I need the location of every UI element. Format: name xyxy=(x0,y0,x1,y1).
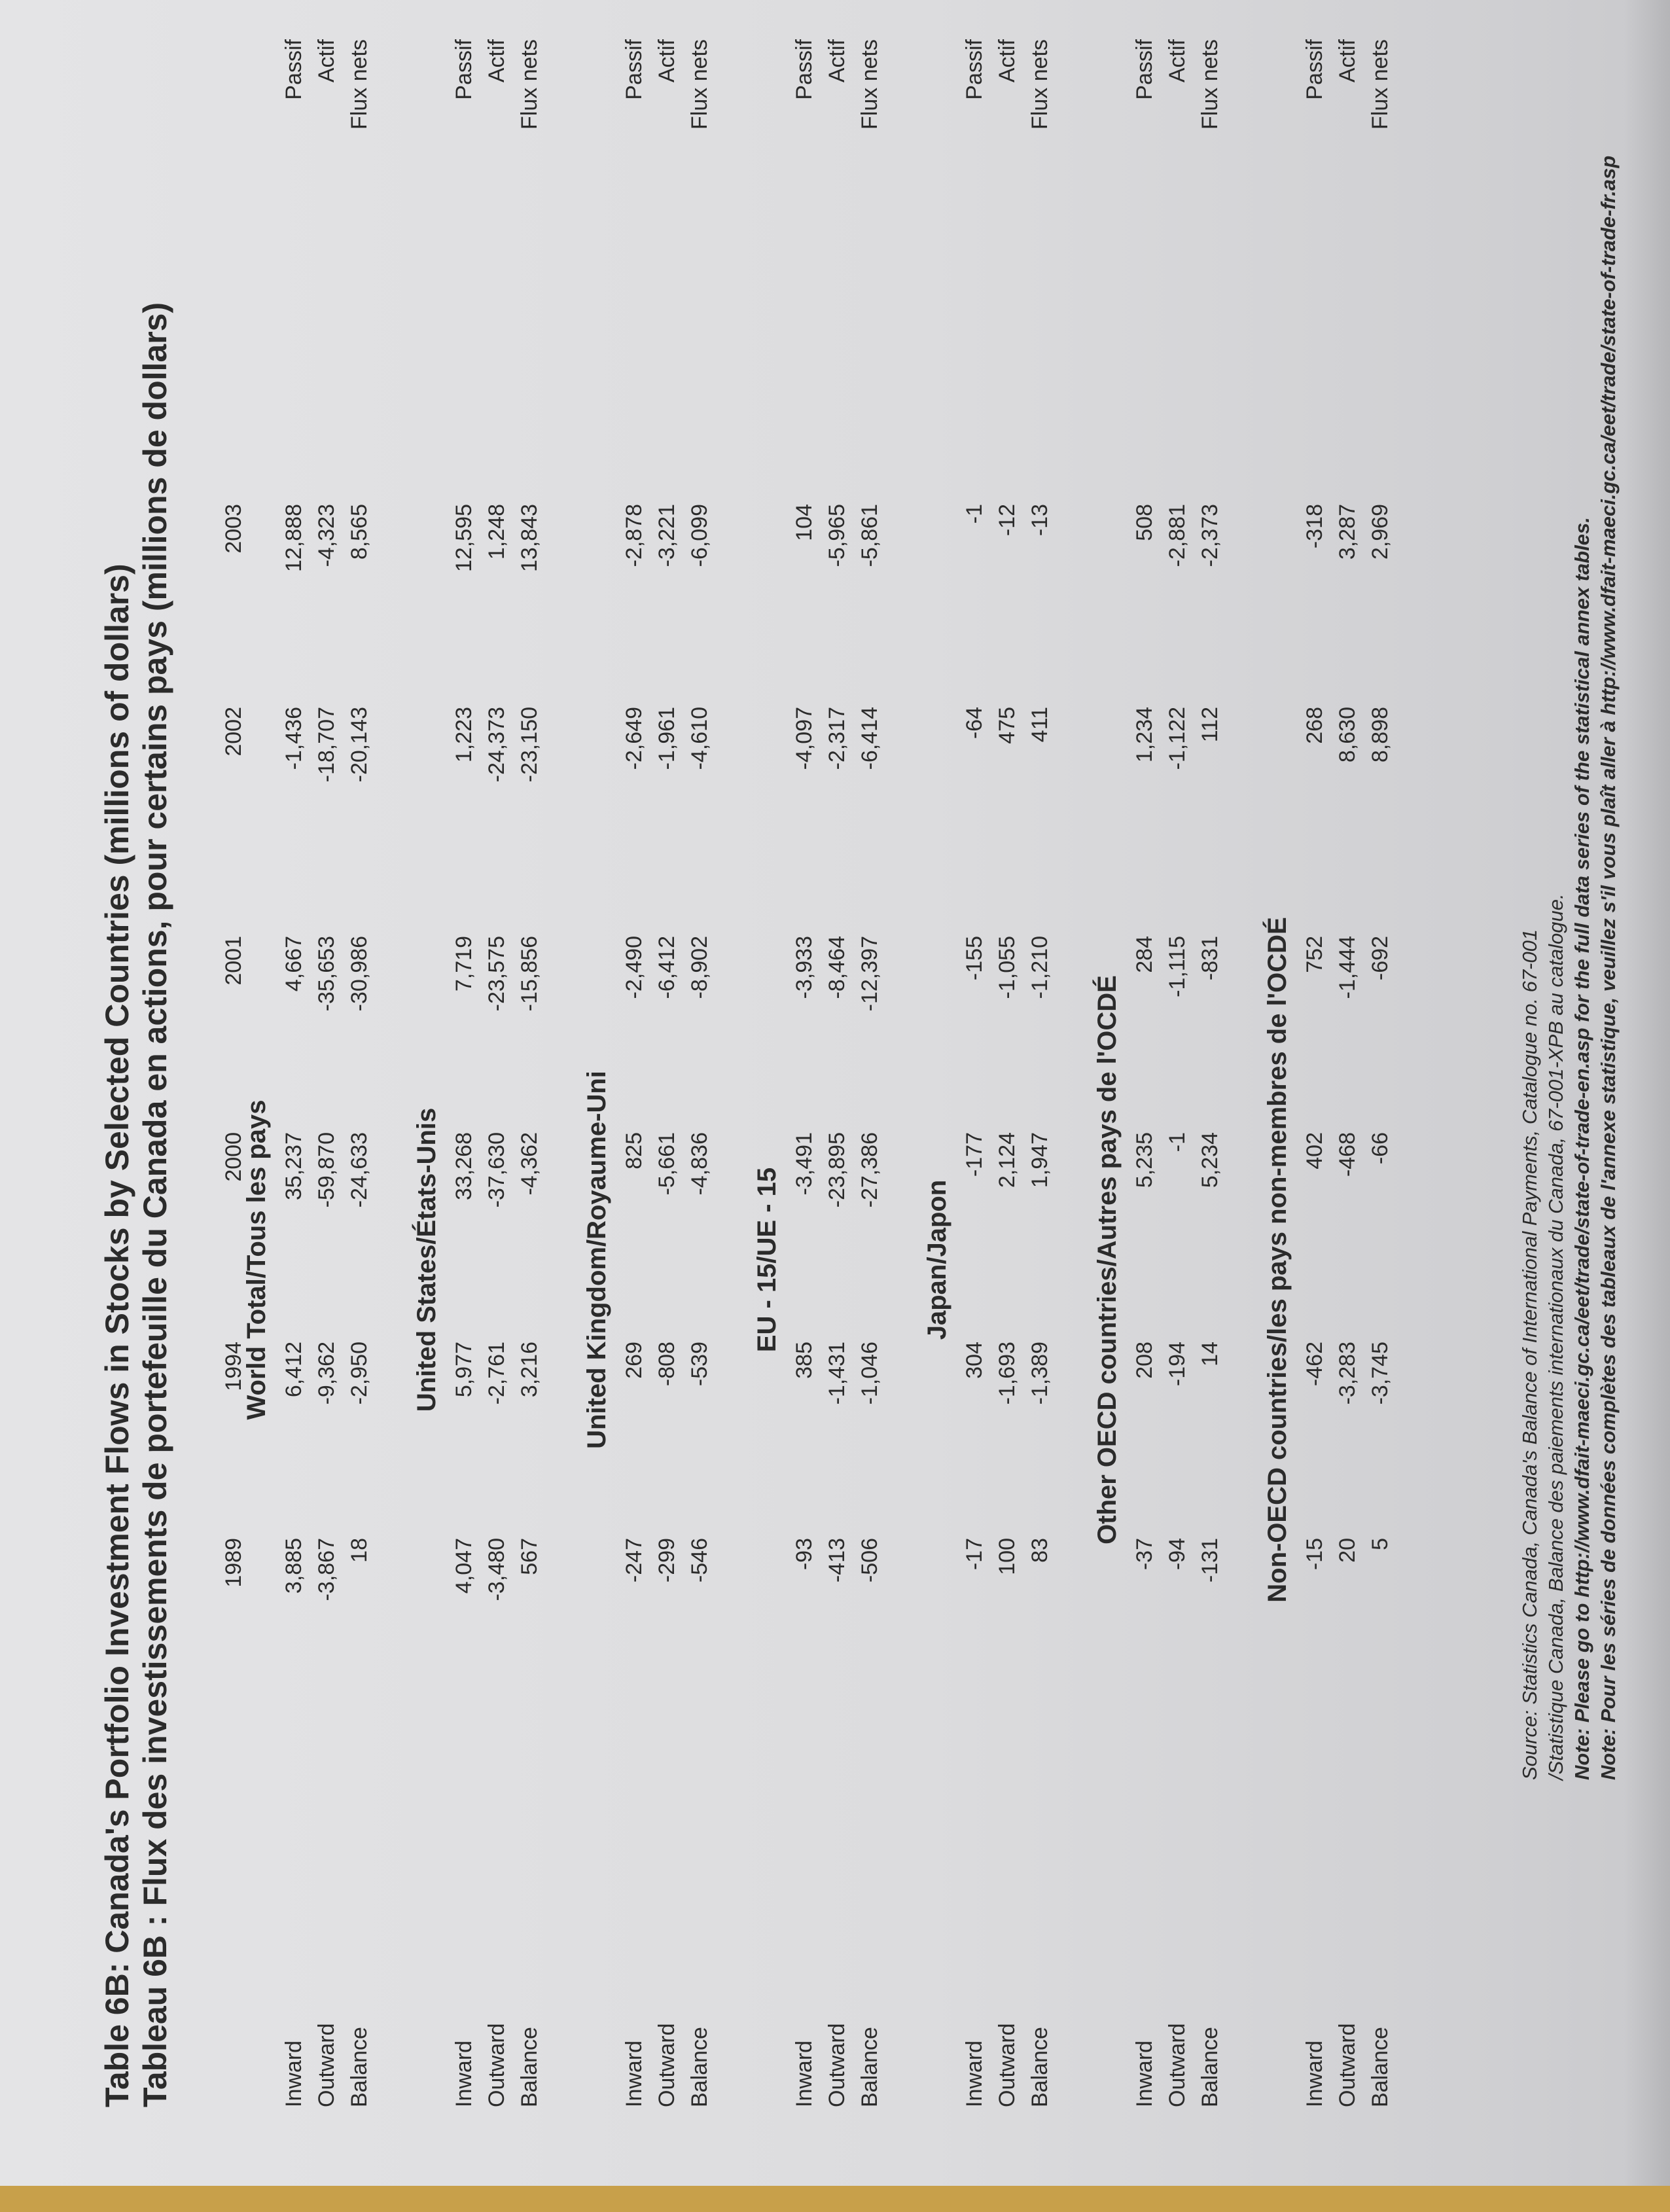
row-label: Balance xyxy=(517,2027,542,2107)
table-cell: 8,630 xyxy=(1335,707,1360,763)
year-header: 1989 xyxy=(221,1538,246,1588)
table-cell: 508 xyxy=(1132,504,1157,541)
row-label: Outward xyxy=(825,2023,849,2107)
row-label-french: Passif xyxy=(1132,39,1157,100)
table-cell: 3,885 xyxy=(281,1538,306,1594)
table-cell: -1 xyxy=(962,504,987,524)
table-cell: 304 xyxy=(962,1342,987,1379)
table-cell: -4,097 xyxy=(792,707,817,770)
table-cell: -35,653 xyxy=(314,936,339,1012)
row-label: Outward xyxy=(314,2023,339,2107)
table-cell: -3,745 xyxy=(1368,1342,1393,1405)
table-cell: 5,235 xyxy=(1132,1132,1157,1188)
table-cell: -462 xyxy=(1302,1342,1327,1387)
table-cell: -692 xyxy=(1368,936,1393,981)
table-cell: -1,210 xyxy=(1027,936,1052,999)
table-cell: -3,480 xyxy=(484,1538,509,1601)
row-label: Balance xyxy=(1368,2027,1393,2107)
table-cell: -2,649 xyxy=(622,707,647,770)
table-cell: -94 xyxy=(1165,1538,1190,1571)
row-label-french: Flux nets xyxy=(1368,39,1393,130)
table-cell: -131 xyxy=(1198,1538,1222,1583)
year-header: 2000 xyxy=(221,1132,246,1182)
table-cell: -23,895 xyxy=(825,1132,849,1208)
table-cell: 385 xyxy=(792,1342,817,1379)
table-cell: -1,055 xyxy=(995,936,1020,999)
section-title: United Kingdom/Royaume-Uni xyxy=(582,1071,611,1449)
table-cell: -1,389 xyxy=(1027,1342,1052,1405)
table-cell: 269 xyxy=(622,1342,647,1379)
table-cell: -5,965 xyxy=(825,504,849,567)
row-label: Outward xyxy=(484,2023,509,2107)
table-cell: -17 xyxy=(962,1538,987,1571)
table-cell: -6,099 xyxy=(687,504,712,567)
table-cell: 1,223 xyxy=(452,707,476,763)
table-cell: -4,836 xyxy=(687,1132,712,1196)
year-header: 2001 xyxy=(221,936,246,986)
row-label-french: Flux nets xyxy=(347,39,372,130)
table-cell: 35,237 xyxy=(281,1132,306,1200)
table-cell: -23,575 xyxy=(484,936,509,1012)
table-cell: -8,464 xyxy=(825,936,849,999)
row-label-french: Flux nets xyxy=(517,39,542,130)
table-cell: 475 xyxy=(995,707,1020,744)
table-cell: 83 xyxy=(1027,1538,1052,1563)
table-cell: -4,362 xyxy=(517,1132,542,1196)
table-cell: -1,436 xyxy=(281,707,306,770)
row-label-french: Flux nets xyxy=(1027,39,1052,130)
table-cell: 4,667 xyxy=(281,936,306,992)
row-label-french: Actif xyxy=(654,39,679,83)
table-cell: -3,933 xyxy=(792,936,817,999)
row-label-french: Actif xyxy=(825,39,849,83)
table-cell: 4,047 xyxy=(452,1538,476,1594)
table-cell: 3,216 xyxy=(517,1342,542,1398)
row-label-french: Actif xyxy=(1335,39,1360,83)
table-cell: -4,323 xyxy=(314,504,339,567)
table-cell: 14 xyxy=(1198,1342,1222,1366)
table-cell: 8,898 xyxy=(1368,707,1393,763)
row-label-french: Passif xyxy=(281,39,306,100)
table-cell: -9,362 xyxy=(314,1342,339,1405)
table-cell: -194 xyxy=(1165,1342,1190,1387)
table-cell: 7,719 xyxy=(452,936,476,992)
row-label: Outward xyxy=(654,2023,679,2107)
row-label: Balance xyxy=(857,2027,882,2107)
table-cell: -2,878 xyxy=(622,504,647,567)
table-cell: 208 xyxy=(1132,1342,1157,1379)
table-cell: 1,248 xyxy=(484,504,509,560)
table-cell: -24,373 xyxy=(484,707,509,783)
row-label: Inward xyxy=(1132,2040,1157,2107)
table-cell: -30,986 xyxy=(347,936,372,1012)
row-label-french: Actif xyxy=(1165,39,1190,83)
table-cell: -1,693 xyxy=(995,1342,1020,1405)
table-cell: -1,122 xyxy=(1165,707,1190,770)
table-cell: 5 xyxy=(1368,1538,1393,1550)
table-cell: 1,234 xyxy=(1132,707,1157,763)
table-cell: 411 xyxy=(1027,707,1052,743)
table-cell: 6,412 xyxy=(281,1342,306,1398)
table-cell: -2,373 xyxy=(1198,504,1222,567)
table-cell: -4,610 xyxy=(687,707,712,770)
table-title-english: Table 6B: Canada's Portfolio Investment Flows in Stocks by Selected Countries (millions of dollars) xyxy=(99,563,135,2107)
table-cell: 1,947 xyxy=(1027,1132,1052,1188)
table-cell: -37,630 xyxy=(484,1132,509,1208)
row-label-french: Passif xyxy=(962,39,987,100)
table-cell: -3,491 xyxy=(792,1132,817,1196)
table-cell: 752 xyxy=(1302,936,1327,973)
year-header: 1994 xyxy=(221,1342,246,1391)
table-cell: -5,661 xyxy=(654,1132,679,1196)
table-cell: -1 xyxy=(1165,1132,1190,1152)
table-cell: -18,707 xyxy=(314,707,339,783)
table-cell: -506 xyxy=(857,1538,882,1583)
table-cell: -24,633 xyxy=(347,1132,372,1208)
table-cell: 104 xyxy=(792,504,817,541)
table-cell: 2,124 xyxy=(995,1132,1020,1188)
table-cell: -1,431 xyxy=(825,1342,849,1405)
table-cell: 112 xyxy=(1198,707,1222,743)
table-cell: -539 xyxy=(687,1342,712,1387)
row-label: Balance xyxy=(687,2027,712,2107)
table-cell: 268 xyxy=(1302,707,1327,744)
table-cell: 284 xyxy=(1132,936,1157,973)
table-cell: -247 xyxy=(622,1538,647,1583)
row-label-french: Flux nets xyxy=(857,39,882,130)
table-cell: -37 xyxy=(1132,1538,1157,1571)
section-title: EU - 15/UE - 15 xyxy=(753,1167,781,1353)
table-cell: -12,397 xyxy=(857,936,882,1012)
table-cell: -177 xyxy=(962,1132,987,1177)
table-cell: -23,150 xyxy=(517,707,542,783)
table-cell: -2,317 xyxy=(825,707,849,770)
table-cell: -20,143 xyxy=(347,707,372,783)
table-cell: 5,234 xyxy=(1198,1132,1222,1188)
table-cell: 8,565 xyxy=(347,504,372,560)
row-label: Inward xyxy=(962,2040,987,2107)
section-title: Japan/Japon xyxy=(923,1179,951,1340)
table-cell: -318 xyxy=(1302,504,1327,549)
table-cell: 18 xyxy=(347,1538,372,1563)
section-title: Non-OECD countries/les pays non-membres de l'OCDÉ xyxy=(1263,917,1292,1603)
footnote-note-english: Note: Please go to http://www.dfait-maeci.gc.ca/eet/trade/state-of-trade-en.asp for the full data series of the statistical annex tables. xyxy=(1571,517,1593,1780)
row-label-french: Actif xyxy=(484,39,509,83)
footnote-source-french: /Statistique Canada, Balance des paiements internationaux du Canada, 67-001-XPB au catalogue. xyxy=(1544,893,1567,1780)
row-label-french: Passif xyxy=(452,39,476,100)
table-cell: -3,283 xyxy=(1335,1342,1360,1405)
row-label-french: Passif xyxy=(792,39,817,100)
table-cell: -2,881 xyxy=(1165,504,1190,567)
table-cell: -1,115 xyxy=(1165,936,1190,997)
row-label: Inward xyxy=(1302,2040,1327,2107)
section-title: World Total/Tous les pays xyxy=(242,1099,271,1420)
year-header: 2002 xyxy=(221,707,246,757)
table-cell: -2,950 xyxy=(347,1342,372,1405)
table-cell: -93 xyxy=(792,1538,817,1571)
table-cell: -6,414 xyxy=(857,707,882,770)
table-cell: 3,287 xyxy=(1335,504,1360,560)
row-label-french: Flux nets xyxy=(1198,39,1222,130)
footnote-note-french: Note: Pour les séries de données complètes des tableaux de l'annexe statistique, veuillez s'il vous plaît aller à http://www.dfait-maeci.gc.ca/eet/trade/state-of-trade-fr.asp xyxy=(1597,155,1620,1780)
row-label: Balance xyxy=(347,2027,372,2107)
row-label: Outward xyxy=(1165,2023,1190,2107)
table-cell: 13,843 xyxy=(517,504,542,572)
table-cell: -66 xyxy=(1368,1132,1393,1165)
table-cell: 5,977 xyxy=(452,1342,476,1398)
table-cell: -27,386 xyxy=(857,1132,882,1208)
row-label-french: Actif xyxy=(314,39,339,83)
table-title-french: Tableau 6B : Flux des investissements de portefeuille du Canada en actions, pour certains pays (millions de dollars) xyxy=(137,302,173,2107)
table-cell: 100 xyxy=(995,1538,1020,1575)
table-cell: 12,888 xyxy=(281,504,306,572)
footnote-source: Source: Statistics Canada, Canada's Balance of International Payments, Catalogue no. 67-001 xyxy=(1518,929,1541,1780)
table-cell: -299 xyxy=(654,1538,679,1583)
table-cell: -15,856 xyxy=(517,936,542,1012)
table-cell: 20 xyxy=(1335,1538,1360,1563)
table-cell: 2,969 xyxy=(1368,504,1393,560)
table-cell: -413 xyxy=(825,1538,849,1583)
table-cell: 402 xyxy=(1302,1132,1327,1169)
table-cell: 12,595 xyxy=(452,504,476,572)
table-cell: 567 xyxy=(517,1538,542,1575)
row-label: Inward xyxy=(452,2040,476,2107)
table-cell: 33,268 xyxy=(452,1132,476,1200)
row-label: Inward xyxy=(281,2040,306,2107)
row-label-french: Flux nets xyxy=(687,39,712,130)
table-cell: -12 xyxy=(995,504,1020,537)
table-cell: -13 xyxy=(1027,504,1052,537)
table-cell: -6,412 xyxy=(654,936,679,999)
section-title: United States/États-Unis xyxy=(412,1107,441,1412)
table-cell: -3,867 xyxy=(314,1538,339,1601)
table-cell: -468 xyxy=(1335,1132,1360,1177)
section-title: Other OECD countries/Autres pays de l'OCDÉ xyxy=(1093,975,1122,1544)
table-cell: -3,221 xyxy=(654,504,679,567)
table-cell: -2,761 xyxy=(484,1342,509,1405)
table-cell: -59,870 xyxy=(314,1132,339,1208)
row-label: Balance xyxy=(1198,2027,1222,2107)
table-cell: -2,490 xyxy=(622,936,647,999)
table-cell: -808 xyxy=(654,1342,679,1387)
row-label: Inward xyxy=(622,2040,647,2107)
table-cell: -5,861 xyxy=(857,504,882,567)
table-cell: -64 xyxy=(962,707,987,740)
table-cell: -546 xyxy=(687,1538,712,1583)
row-label-french: Passif xyxy=(622,39,647,100)
row-label: Balance xyxy=(1027,2027,1052,2107)
row-label-french: Actif xyxy=(995,39,1020,83)
year-header: 2003 xyxy=(221,504,246,554)
table-cell: -155 xyxy=(962,936,987,981)
table-cell: -1,961 xyxy=(654,707,679,770)
row-label: Outward xyxy=(995,2023,1020,2107)
table-cell: -831 xyxy=(1198,936,1222,981)
row-label: Outward xyxy=(1335,2023,1360,2107)
table-cell: -8,902 xyxy=(687,936,712,999)
table-cell: 825 xyxy=(622,1132,647,1169)
table-cell: -1,046 xyxy=(857,1342,882,1405)
row-label: Inward xyxy=(792,2040,817,2107)
row-label-french: Passif xyxy=(1302,39,1327,100)
table-cell: -15 xyxy=(1302,1538,1327,1571)
table-cell: -1,444 xyxy=(1335,936,1360,999)
